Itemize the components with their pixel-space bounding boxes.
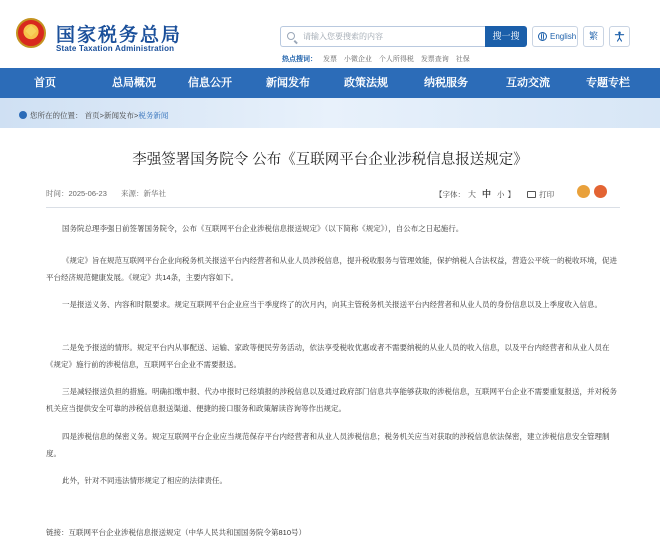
globe-icon <box>538 32 547 41</box>
nav-item-special-topics[interactable]: 专题专栏 <box>586 77 630 89</box>
accessibility-button[interactable] <box>609 26 630 47</box>
font-size-small-button[interactable]: 小 <box>497 190 505 199</box>
hot-search-keyword[interactable]: 个人所得税 <box>378 56 414 63</box>
nav-item-policies[interactable]: 政策法规 <box>344 77 388 89</box>
site-header <box>0 0 660 68</box>
article-title: 李强签署国务院令 公布《互联网平台企业涉税信息报送规定》 <box>132 152 528 168</box>
search-input[interactable] <box>303 30 478 43</box>
title-divider <box>46 207 620 208</box>
nav-item-info-disclosure[interactable]: 信息公开 <box>188 77 232 89</box>
font-size-close: 】 <box>507 190 516 199</box>
english-label: English <box>550 32 577 41</box>
breadcrumb-separator: > <box>133 111 139 120</box>
search-icon <box>287 32 295 40</box>
national-emblem-icon[interactable] <box>16 18 46 48</box>
site-logo-title[interactable]: 国家税务总局 <box>56 25 183 46</box>
breadcrumb-news[interactable]: 新闻发布 <box>103 111 134 120</box>
article-paragraph: 《规定》旨在规范互联网平台企业向税务机关报送平台内经营者和从业人员涉税信息，提升税收服务与管理效能，保护纳税人合法权益，营造公平统一的税收环境，促进平台经济规范健康发展。《规定》共14条，主要内容如下。 <box>46 256 617 282</box>
search-box <box>280 26 485 47</box>
related-link-text[interactable]: 互联网平台企业涉税信息报送规定（中华人民共和国国务院令第810号） <box>68 528 307 537</box>
share-weibo-icon[interactable] <box>577 185 590 198</box>
article-container <box>10 128 650 551</box>
traditional-chinese-button[interactable]: 繁 <box>583 26 604 47</box>
font-size-medium-button[interactable]: 中 <box>482 189 492 199</box>
breadcrumb-prefix: 您所在的位置： <box>30 111 83 120</box>
nav-item-news[interactable]: 新闻发布 <box>266 77 310 89</box>
breadcrumb-tax-news[interactable]: 税务新闻 <box>138 111 169 120</box>
print-icon[interactable] <box>527 191 536 198</box>
article-paragraph: 四是涉税信息的保密义务。规定互联网平台企业应当规范保存平台内经营者和从业人员涉税信息；税务机关应当对获取的涉税信息依法保密，建立涉税信息安全管理制度。 <box>46 432 610 458</box>
source-value: 新华社 <box>143 189 166 198</box>
font-size-label: 【字体： <box>435 190 465 199</box>
hot-search-keyword[interactable]: 小微企业 <box>343 56 372 63</box>
hot-search-bar <box>282 54 475 64</box>
article-paragraph: 一是报送义务、内容和时限要求。规定互联网平台企业应当于季度终了的次月内，向其主管税务机关报送平台内经营者和从业人员的身份信息以及上季度收入信息。 <box>62 300 602 309</box>
hot-search-keyword[interactable]: 发票 <box>322 56 337 63</box>
article-paragraph: 三是减轻报送负担的措施。明确扣缴申报、代办申报时已经填报的涉税信息以及通过政府部门信息共享能够获取的涉税信息，互联网平台企业不需要重复报送，并对税务机关应当提供安全可靠的涉税信息报送渠道、便捷的接口服务和政策解读咨询等作出规定。 <box>46 387 617 413</box>
breadcrumb-separator: > <box>99 111 104 120</box>
nav-item-home[interactable]: 首页 <box>34 77 56 89</box>
print-button[interactable]: 打印 <box>539 190 555 199</box>
breadcrumb-home[interactable]: 首页 <box>84 111 100 120</box>
search-button[interactable]: 搜一搜 <box>485 26 527 47</box>
article-paragraph: 二是免予报送的情形。规定平台内从事配送、运输、家政等便民劳务活动，依法享受税收优惠或者不需要纳税的从业人员的收入信息，以及平台内经营者和从业人员在《规定》施行前的涉税信息，互联网平台企业不需要报送。 <box>46 343 610 369</box>
location-icon <box>19 111 27 119</box>
hot-search-label: 热点搜词： <box>282 56 317 63</box>
main-nav <box>0 68 660 98</box>
related-link <box>46 527 306 538</box>
site-logo-subtitle[interactable]: State Taxation Administration <box>56 44 175 53</box>
hot-search-keyword[interactable]: 社保 <box>455 56 470 63</box>
nav-item-interaction[interactable]: 互动交流 <box>506 77 550 89</box>
font-size-large-button[interactable]: 大 <box>468 190 476 199</box>
source-label: 来源： <box>120 189 144 198</box>
nav-item-overview[interactable]: 总局概况 <box>112 77 156 89</box>
breadcrumb <box>19 110 168 121</box>
hot-search-keyword[interactable]: 发票查询 <box>420 56 449 63</box>
accessibility-icon <box>614 31 625 42</box>
nav-item-taxpayer-services[interactable]: 纳税服务 <box>424 77 468 89</box>
share-wechat-icon[interactable] <box>594 185 607 198</box>
article-tools <box>435 187 554 200</box>
publish-date: 2025-06-23 <box>68 189 107 198</box>
article-paragraph: 国务院总理李强日前签署国务院令，公布《互联网平台企业涉税信息报送规定》（以下简称《规定》），自公布之日起施行。 <box>62 224 464 233</box>
time-label: 时间： <box>46 189 69 198</box>
article-meta <box>46 188 166 199</box>
english-button[interactable] <box>532 26 578 47</box>
related-link-label: 链接： <box>46 528 69 537</box>
article-paragraph: 此外，针对不同违法情形规定了相应的法律责任。 <box>62 476 227 485</box>
